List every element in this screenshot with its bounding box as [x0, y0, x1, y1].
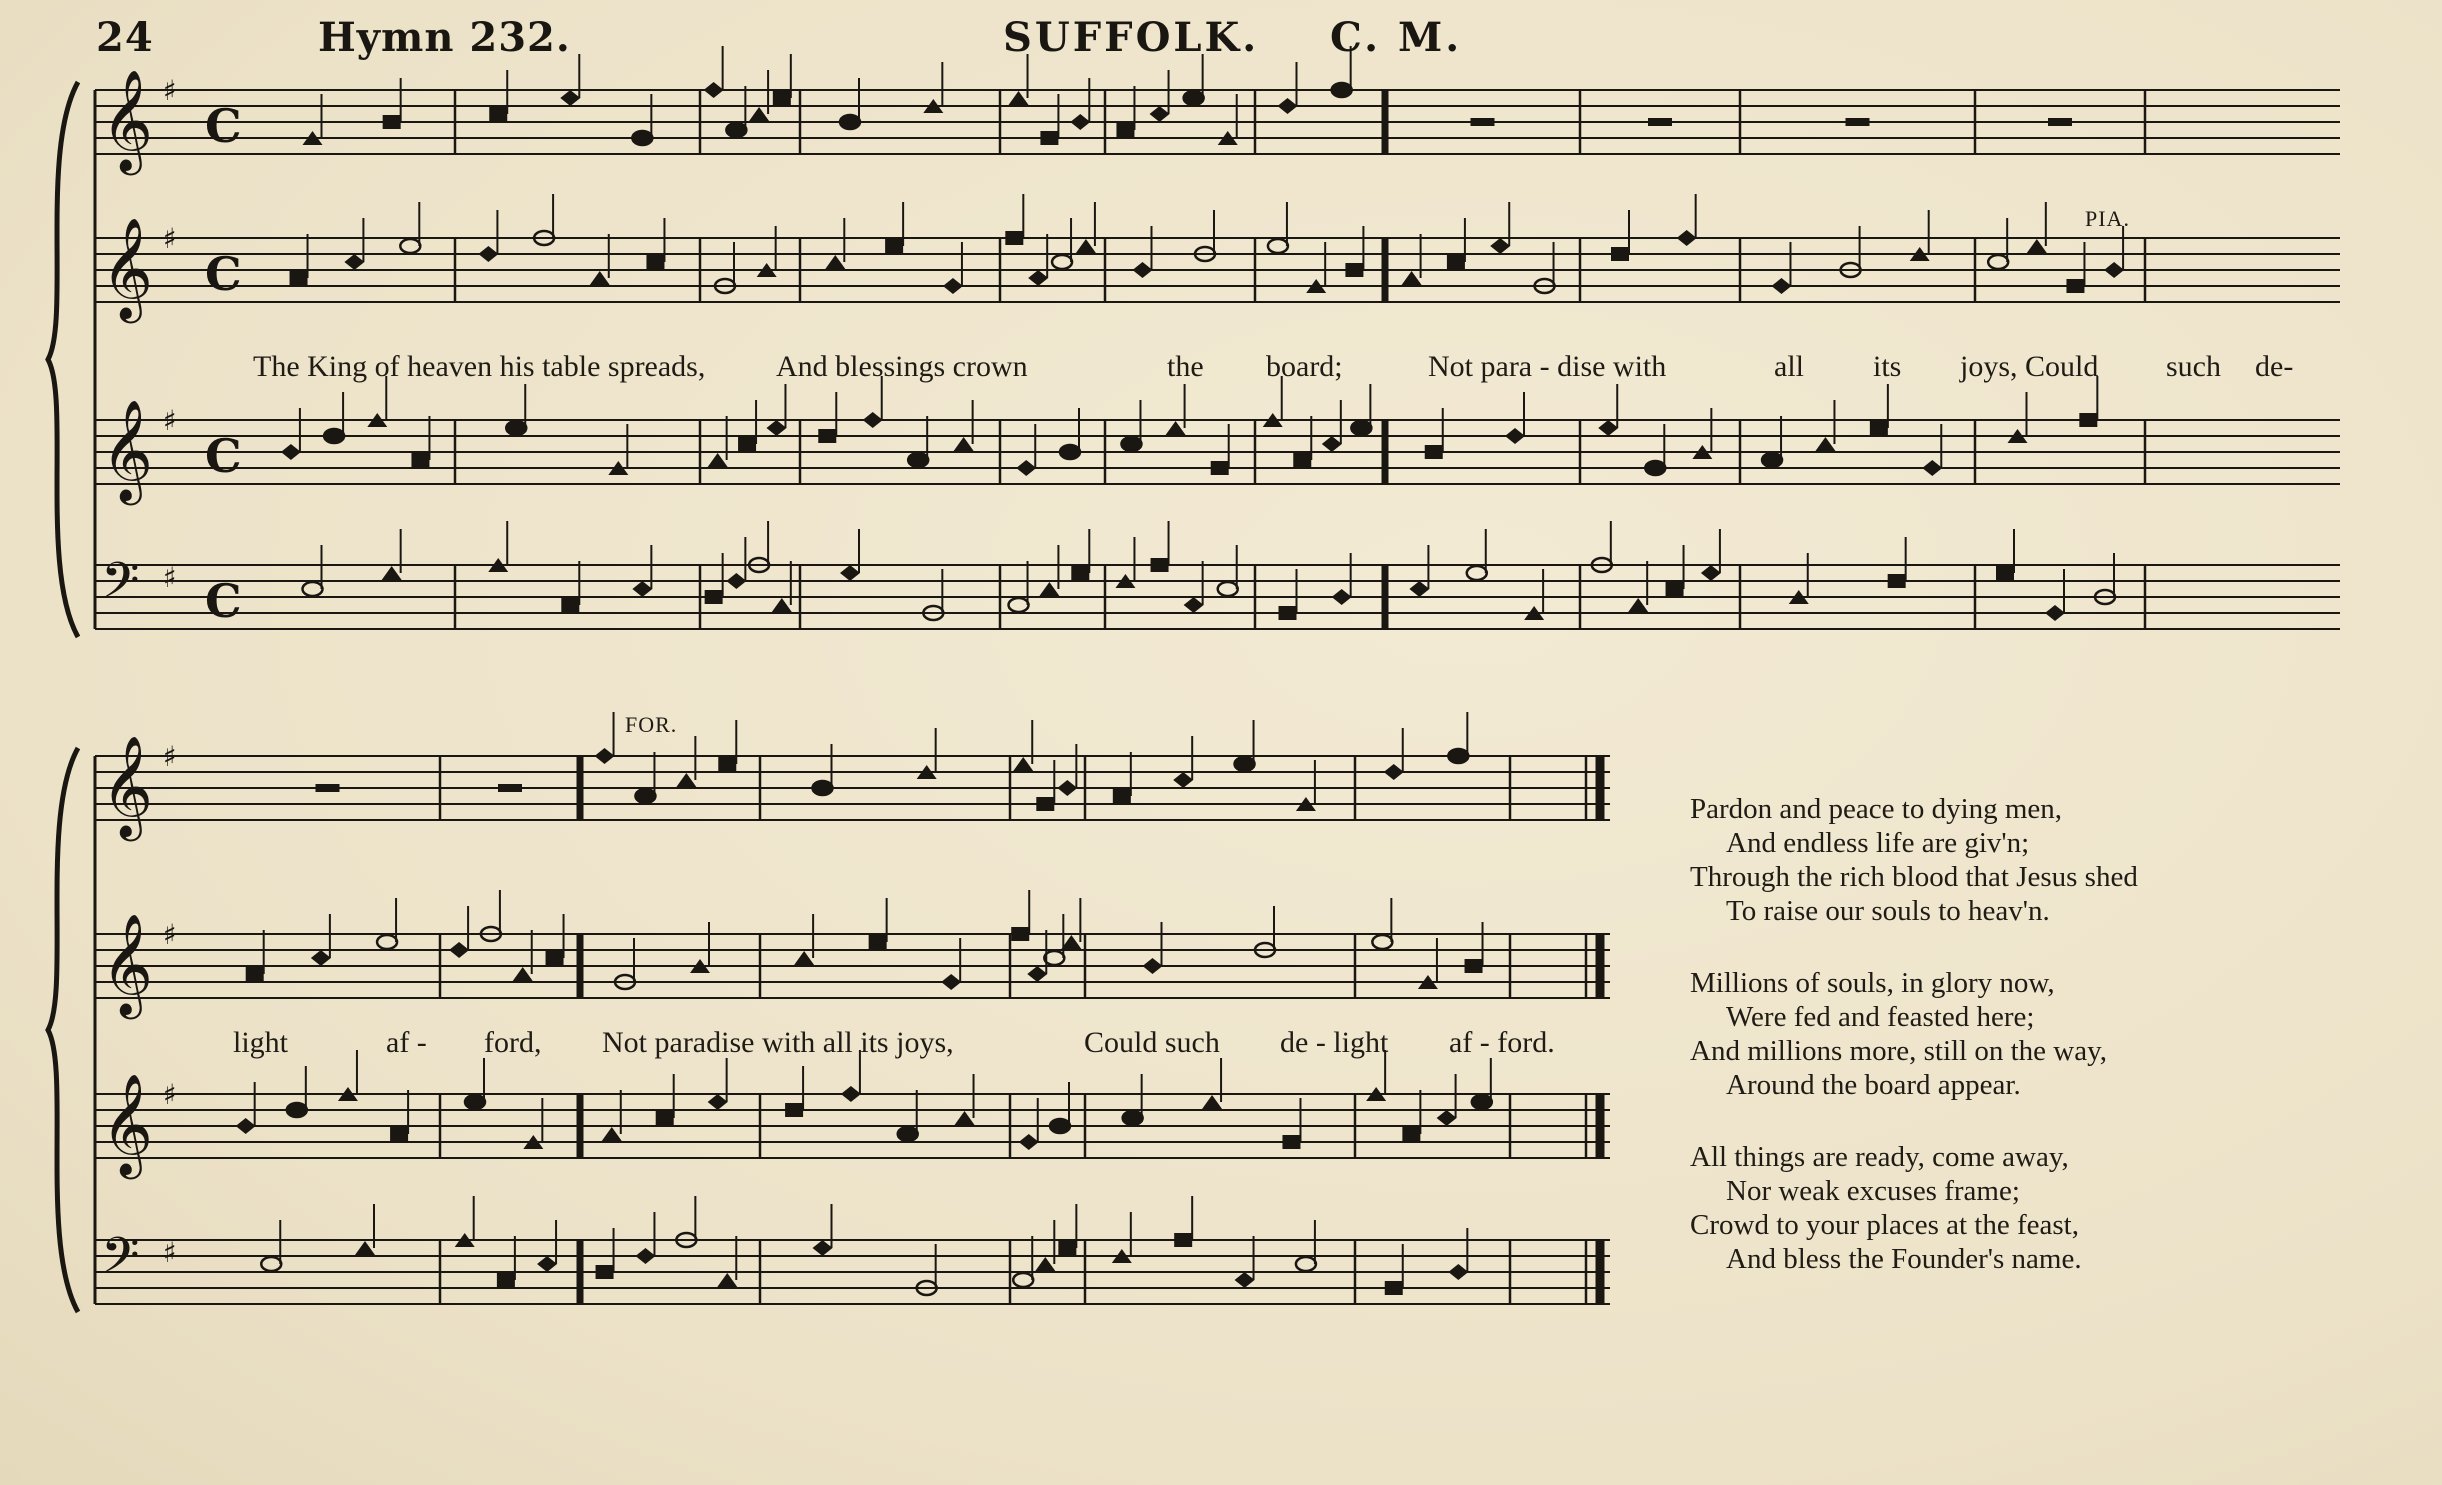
shape-note-sol [1050, 1119, 1070, 1133]
lyric-text: And blessings crown [776, 350, 1028, 383]
sharp-sign: ♯ [163, 561, 177, 594]
common-time-sign: C [205, 99, 242, 153]
treble-clef: 𝄞 [101, 68, 154, 171]
shape-note-la [390, 1127, 408, 1141]
common-time-sign: C [205, 429, 242, 483]
lyric-text: ford, [484, 1026, 542, 1059]
shape-note-sol [506, 421, 526, 435]
shape-note-mi [1173, 772, 1193, 788]
shape-note-fa [1402, 271, 1422, 285]
shape-note-sol [1060, 445, 1080, 459]
shape-note-sol [1235, 757, 1255, 771]
shape-note-fa [1061, 935, 1081, 949]
shape-note-fa [590, 271, 610, 285]
shape-note-mi [449, 942, 469, 958]
shape-note-sol [465, 1095, 485, 1109]
shape-note-fa [676, 773, 696, 787]
shape-note-la [785, 1103, 803, 1117]
verse-line: To raise our souls to heav'n. [1726, 895, 2050, 927]
shape-note-mi [2104, 262, 2124, 278]
bass-clef: 𝄢 [101, 1227, 140, 1297]
shape-note-sol [400, 239, 420, 253]
shape-note-la [1447, 255, 1465, 269]
lyric-text: The King of heaven his table spreads, [253, 350, 706, 383]
shape-note-fa [382, 566, 402, 580]
verse-line: And bless the Founder's name. [1726, 1243, 2082, 1275]
verse-line: Crowd to your places at the feast, [1690, 1209, 2079, 1241]
shape-note-la [383, 115, 401, 129]
shape-note-mi [1057, 780, 1077, 796]
treble-clef: 𝄞 [101, 912, 154, 1015]
shape-note-mi [1028, 270, 1048, 286]
shape-note-la [561, 598, 579, 612]
shape-note-la [1011, 927, 1029, 941]
shape-note-sol [1121, 437, 1141, 451]
shape-note-fa [794, 951, 814, 965]
shape-note-sol [1472, 1095, 1492, 1109]
shape-note-la [1174, 1233, 1192, 1247]
meter: C. M. [1330, 14, 1463, 61]
shape-note-mi [311, 950, 331, 966]
tune-name: SUFFOLK. [1003, 14, 1260, 61]
shape-note-fa [602, 1127, 622, 1141]
shape-note-la [1005, 231, 1023, 245]
shape-note-la [885, 239, 903, 253]
shape-note-la [1040, 131, 1058, 145]
shape-note-fa [825, 255, 845, 269]
shape-note-la [2066, 279, 2084, 293]
system-brace [48, 82, 78, 637]
shape-note-la [1870, 421, 1888, 435]
shape-note-sol [726, 123, 746, 137]
system-brace [48, 748, 78, 1312]
shape-note-mi [1133, 262, 1153, 278]
shape-note-la [1425, 445, 1443, 459]
common-time-sign: C [205, 574, 242, 628]
lyric-text: af - [386, 1026, 427, 1059]
shape-note-mi [1027, 966, 1047, 982]
sharp-sign: ♯ [163, 740, 177, 773]
shape-note-sol [1052, 255, 1072, 269]
shape-note-la [1279, 606, 1297, 620]
shape-note-mi [632, 581, 652, 597]
shape-note-mi [704, 82, 724, 98]
treble-clef: 𝄞 [101, 734, 154, 837]
verse-line: Nor weak excuses frame; [1726, 1175, 2020, 1207]
shape-note-la [1211, 461, 1229, 475]
whole-rest [1846, 118, 1870, 126]
shape-note-fa [1035, 1257, 1055, 1271]
whole-rest [316, 784, 340, 792]
shape-note-mi [1322, 436, 1342, 452]
verse-stanza [1690, 792, 2310, 928]
verse-line: And endless life are giv'n; [1726, 827, 2030, 859]
shape-note-mi [281, 444, 301, 460]
sharp-sign: ♯ [163, 1078, 177, 1111]
shape-note-la [290, 271, 308, 285]
sharp-sign: ♯ [163, 404, 177, 437]
shape-note-sol [303, 582, 323, 596]
shape-note-fa [1166, 421, 1186, 435]
shape-note-mi [1184, 597, 1204, 613]
shape-note-fa [1039, 582, 1059, 596]
lyric-text: all [1774, 350, 1804, 383]
shape-note-sol [1044, 951, 1064, 965]
shape-note-la [656, 1111, 674, 1125]
sharp-sign: ♯ [163, 222, 177, 255]
lyric-text: Could such [1084, 1026, 1220, 1059]
shape-note-sol [1762, 453, 1782, 467]
shape-note-la [1888, 574, 1906, 588]
shape-note-mi [1598, 420, 1618, 436]
shape-note-la [1345, 263, 1363, 277]
dynamic-piano: PIA. [2085, 206, 2130, 231]
shape-note-sol [1184, 91, 1204, 105]
lyric-text: Not para - dise with [1428, 350, 1667, 383]
shape-note-fa [1628, 598, 1648, 612]
shape-note-fa [708, 453, 728, 467]
shape-note-mi [236, 1118, 256, 1134]
shape-note-la [1666, 582, 1684, 596]
verse-stanza [1690, 966, 2310, 1102]
shape-note-mi [1332, 589, 1352, 605]
shape-note-la [738, 437, 756, 451]
shape-note-mi [1384, 764, 1404, 780]
shape-note-la [1996, 566, 2014, 580]
shape-note-sol [287, 1103, 307, 1117]
shape-note-sol [632, 131, 652, 145]
shape-note-la [1036, 797, 1054, 811]
shape-note-fa [2027, 239, 2047, 253]
shape-note-mi [560, 90, 580, 106]
shape-note-la [1402, 1127, 1420, 1141]
shape-note-mi [1505, 428, 1525, 444]
shape-note-fa [955, 1111, 975, 1125]
shape-note-fa [954, 437, 974, 451]
shape-note-la [1058, 1241, 1076, 1255]
verse-line: Millions of souls, in glory now, [1690, 967, 2055, 999]
shape-note-mi [1278, 98, 1298, 114]
lyric-text: light [233, 1026, 289, 1059]
shape-note-mi [344, 254, 364, 270]
whole-rest [498, 784, 522, 792]
verse-stanza [1690, 1140, 2310, 1276]
shape-note-la [1113, 789, 1131, 803]
verse-line: Around the board appear. [1726, 1069, 2021, 1101]
shape-note-la [596, 1265, 614, 1279]
shape-note-mi [941, 974, 961, 990]
shape-note-la [497, 1273, 515, 1287]
shape-note-mi [537, 1256, 557, 1272]
shape-note-sol [898, 1127, 918, 1141]
lyric-text: such [2166, 350, 2221, 383]
shape-note-mi [863, 412, 883, 428]
shape-note-sol [1448, 749, 1468, 763]
shape-note-fa [1815, 437, 1835, 451]
shape-note-la [1282, 1135, 1300, 1149]
shape-note-mi [1771, 278, 1791, 294]
shape-note-la [411, 453, 429, 467]
shape-note-mi [478, 246, 498, 262]
shape-note-sol [1645, 461, 1665, 475]
shape-note-sol [813, 781, 833, 795]
treble-clef: 𝄞 [101, 216, 154, 319]
shape-note-mi [813, 1240, 833, 1256]
shape-note-la [1385, 1281, 1403, 1295]
shape-note-la [818, 429, 836, 443]
shape-note-sol [635, 789, 655, 803]
shape-note-sol [324, 429, 344, 443]
shape-note-sol [261, 1257, 281, 1271]
shape-note-fa [1202, 1095, 1222, 1109]
additional-verses [1690, 792, 2310, 1314]
lyric-text: de - light [1280, 1026, 1389, 1059]
shape-note-fa [772, 598, 792, 612]
whole-rest [1471, 118, 1495, 126]
sharp-sign: ♯ [163, 74, 177, 107]
shape-note-sol [1013, 1273, 1033, 1287]
whole-rest [1648, 118, 1672, 126]
lyric-text: board; [1266, 350, 1343, 383]
shape-note-mi [708, 1094, 728, 1110]
shape-note-fa [513, 967, 533, 981]
shape-note-mi [841, 1086, 861, 1102]
shape-note-mi [1143, 958, 1163, 974]
shape-note-la [1465, 959, 1483, 973]
lyric-text: its [1873, 350, 1902, 383]
shape-note-fa [1076, 239, 1096, 253]
shape-note-la [705, 590, 723, 604]
shape-note-mi [726, 573, 746, 589]
lyric-text: joys, Could [1960, 350, 2099, 383]
shape-note-sol [840, 115, 860, 129]
shape-note-mi [2045, 605, 2065, 621]
shape-note-mi [595, 748, 615, 764]
shape-note-mi [1490, 238, 1510, 254]
shape-note-sol [1218, 582, 1238, 596]
shape-note-mi [635, 1248, 655, 1264]
shape-note-la [773, 91, 791, 105]
treble-clef: 𝄞 [101, 398, 154, 501]
page-number: 24 [96, 14, 154, 61]
shape-note-la [1071, 566, 1089, 580]
sharp-sign: ♯ [163, 1236, 177, 1269]
shape-note-mi [943, 278, 963, 294]
shape-note-fa [355, 1241, 375, 1255]
common-time-sign: C [205, 247, 242, 301]
shape-note-mi [1677, 230, 1697, 246]
shape-note-la [1151, 558, 1169, 572]
shape-note-sol [1268, 239, 1288, 253]
hymn-number: Hymn 232. [318, 14, 571, 61]
shape-note-mi [1150, 106, 1170, 122]
shape-note-mi [1016, 460, 1036, 476]
shape-note-sol [1009, 598, 1029, 612]
treble-clef: 𝄞 [101, 1072, 154, 1175]
shape-note-la [869, 935, 887, 949]
shape-note-sol [1988, 255, 2008, 269]
whole-rest [2048, 118, 2072, 126]
shape-note-sol [377, 935, 397, 949]
lyric-text: Not paradise with all its joys, [602, 1026, 954, 1059]
shape-note-mi [1437, 1110, 1457, 1126]
shape-note-mi [840, 565, 860, 581]
shape-note-la [1293, 453, 1311, 467]
shape-note-mi [1019, 1134, 1039, 1150]
shape-note-fa [1009, 91, 1029, 105]
sharp-sign: ♯ [163, 918, 177, 951]
shape-note-la [246, 967, 264, 981]
shape-note-la [546, 951, 564, 965]
shape-note-la [2079, 413, 2097, 427]
shape-note-mi [1448, 1264, 1468, 1280]
shape-note-fa [1013, 757, 1033, 771]
dynamic-forte: FOR. [625, 712, 678, 737]
shape-note-mi [1070, 114, 1090, 130]
shape-note-sol [1372, 935, 1392, 949]
shape-note-mi [1235, 1272, 1255, 1288]
shape-note-fa [717, 1273, 737, 1287]
verse-line: All things are ready, come away, [1690, 1141, 2069, 1173]
shape-note-mi [1409, 581, 1429, 597]
shape-note-la [718, 757, 736, 771]
shape-note-mi [1922, 460, 1942, 476]
shape-note-la [1611, 247, 1629, 261]
shape-note-mi [766, 420, 786, 436]
shape-note-mi [1701, 565, 1721, 581]
shape-note-fa [749, 107, 769, 121]
shape-note-sol [1332, 83, 1352, 97]
lyric-text: the [1167, 350, 1204, 383]
verse-line: Pardon and peace to dying men, [1690, 793, 2063, 825]
shape-note-la [646, 255, 664, 269]
shape-note-la [489, 107, 507, 121]
shape-note-sol [908, 453, 928, 467]
lyric-text: af - ford. [1449, 1026, 1555, 1059]
verse-line: Through the rich blood that Jesus shed [1690, 861, 2138, 893]
verse-line: And millions more, still on the way, [1690, 1035, 2107, 1067]
shape-note-la [1116, 123, 1134, 137]
shape-note-sol [1467, 566, 1487, 580]
lyric-text: de- [2255, 350, 2294, 383]
bass-clef: 𝄢 [101, 552, 140, 622]
verse-line: Were fed and feasted here; [1726, 1001, 2035, 1033]
shape-note-sol [1123, 1111, 1143, 1125]
shape-note-sol [1296, 1257, 1316, 1271]
shape-note-sol [1351, 421, 1371, 435]
